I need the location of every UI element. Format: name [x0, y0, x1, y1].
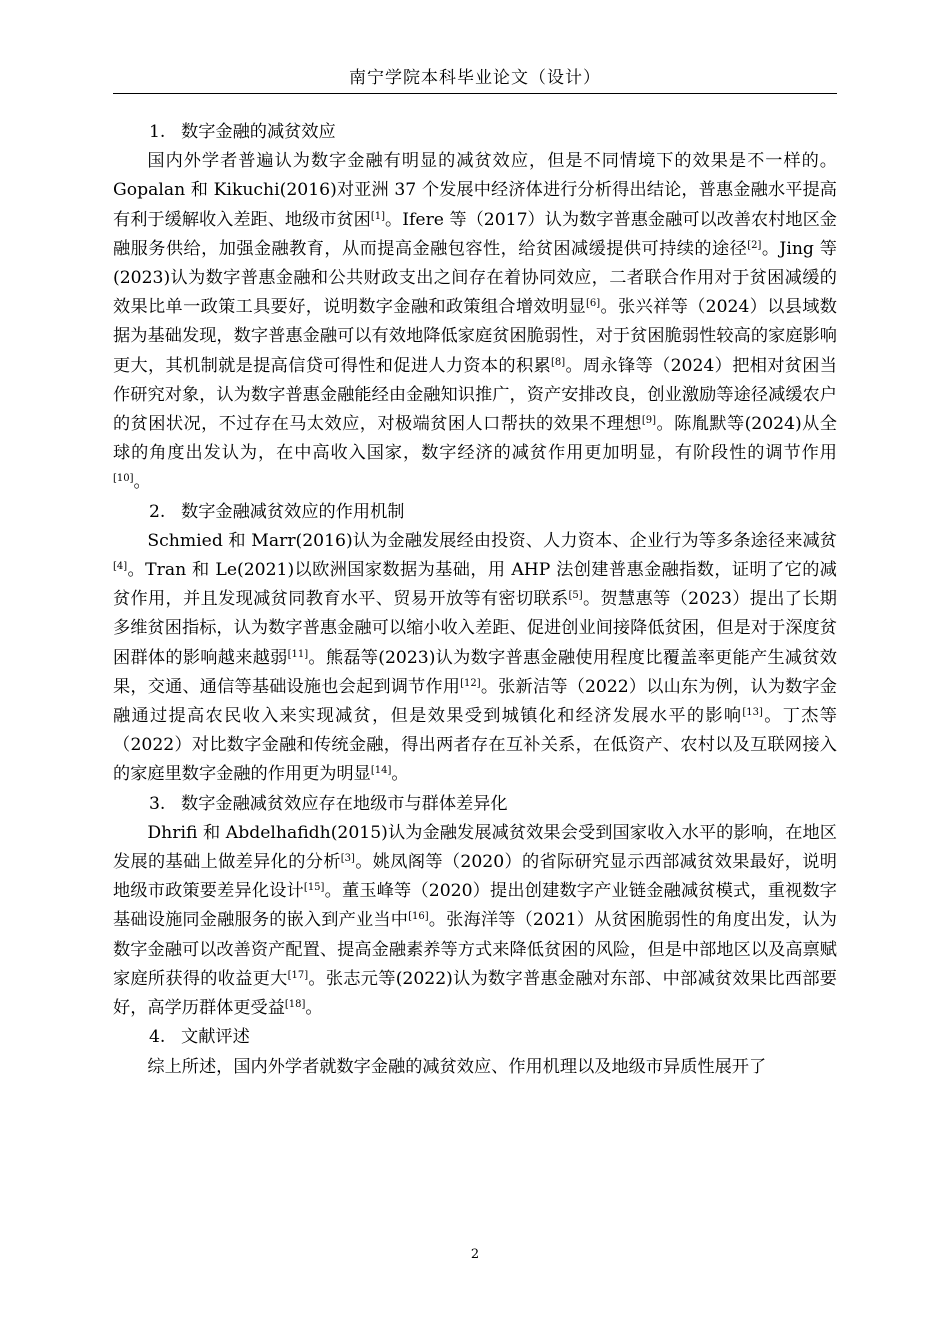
- paragraph-text: 。张新洁等（2022）以山东为例，认为数字金融通过提高农民收入来实现减贫，但是效果受到城镇化和经济发展水平的影响: [113, 676, 837, 727]
- citation-ref: [8]: [550, 356, 566, 368]
- citation-ref: [1]: [370, 210, 386, 222]
- section-heading-4: [113, 1023, 837, 1052]
- section-number: 2.: [149, 501, 166, 522]
- paragraph-text: Schmied 和 Marr(2016)认为金融发展经由投资、人力资本、企业行为等多条途径来减贫: [147, 530, 837, 551]
- header-divider: [113, 93, 837, 94]
- section-heading-1: [113, 118, 837, 147]
- page-header-title: 南宁学院本科毕业论文（设计）: [349, 68, 601, 88]
- citation-ref: [17]: [287, 969, 309, 981]
- paragraph-text: 。姚凤阁等（2020）的省际研究显示西部减贫效果最好，说明地级市政策要差异化设计: [113, 852, 837, 902]
- paragraph-text: 。Ifere 等（2017）认为数字普惠金融可以改善农村地区金融服务供给，加强金融教育，从而提高金融包容性，给贫困减缓提供可持续的途径: [113, 209, 837, 259]
- citation-ref: [18]: [284, 999, 306, 1011]
- paragraph-text: 。熊磊等(2023)认为数字普惠金融使用程度比覆盖率更能产生减贫效果，交通、通信等基础设施也会起到调节作用: [113, 647, 837, 697]
- paragraph-text: 。张海洋等（2021）从贫困脆弱性的角度出发，认为数字金融可以改善资产配置、提高金融素养等方式来降低贫困的风险，但是中部地区以及高禀赋家庭所获得的收益更大: [113, 910, 837, 989]
- section-number: 1.: [149, 122, 166, 142]
- paragraph-text: 。贺慧惠等（2023）提出了长期多维贫困指标，认为数字普惠金融可以缩小收入差距、促进创业间接降低贫困，但是对于深度贫困群体的影响越来越弱: [113, 589, 837, 668]
- paragraph-3: [113, 819, 837, 1023]
- section-heading-2: [113, 498, 837, 527]
- section-title: 文献评述: [181, 1027, 250, 1048]
- citation-ref: [3]: [340, 853, 355, 865]
- citation-ref: [5]: [568, 590, 583, 602]
- citation-ref: [10]: [113, 473, 134, 485]
- citation-ref: [16]: [408, 911, 429, 923]
- paragraph-text: 。: [391, 764, 409, 785]
- paragraph-1: [113, 147, 837, 497]
- section-number: 4.: [149, 1027, 166, 1048]
- paragraph-text: 。董玉峰等（2020）提出创建数字产业链金融减贫模式，重视数字基础设施同金融服务的嵌入到产业当中: [113, 881, 837, 931]
- paragraph-text: 。: [305, 998, 323, 1019]
- paragraph-text: 。Tran 和 Le(2021)以欧洲国家数据为基础，用 AHP 法创建普惠金融指数，证明了它的减贫作用，并且发现减贫同教育水平、贸易开放等有密切联系: [113, 560, 837, 610]
- section-heading-3: [113, 790, 837, 819]
- citation-ref: [2]: [747, 239, 762, 251]
- citation-ref: [14]: [370, 765, 392, 777]
- document-body: [113, 118, 837, 1082]
- section-title: 数字金融的减贫效应: [181, 122, 336, 142]
- section-title: 数字金融减贫效应存在地级市与群体差异化: [181, 793, 508, 814]
- paragraph-text: 。张兴祥等（2024）以县域数据为基础发现，数字普惠金融可以有效地降低家庭贫困脆弱性，对于贫困脆弱性较高的家庭影响更大，其机制就是提高信贷可得性和促进人力资本的积累: [113, 297, 837, 376]
- citation-ref: [11]: [287, 648, 309, 660]
- paragraph-text: Dhrifi 和 Abdelhafidh(2015)认为金融发展减贫效果会受到国家收入水平的影响，在地区发展的基础上做差异化的分析: [113, 822, 837, 873]
- page-number: 2: [470, 1247, 480, 1262]
- paragraph-text: 。: [133, 472, 151, 493]
- paragraph-text: 综上所述，国内外学者就数字金融的减贫效应、作用机理以及地级市异质性展开了: [147, 1056, 767, 1077]
- citation-ref: [12]: [460, 677, 481, 689]
- paragraph-2: [113, 527, 837, 790]
- paragraph-4: [113, 1053, 837, 1082]
- paragraph-text: 。张志元等(2022)认为数字普惠金融对东部、中部减贫效果比西部要好，高学历群体更受益: [113, 968, 837, 1019]
- citation-ref: [6]: [586, 298, 601, 310]
- citation-ref: [9]: [641, 415, 656, 427]
- paragraph-text: 。陈胤默等(2024)从全球的角度出发认为，在中高收入国家，数字经济的减贫作用更加明显，有阶段性的调节作用: [113, 414, 837, 464]
- paragraph-text: 。周永锋等（2024）把相对贫困当作研究对象，认为数字普惠金融能经由金融知识推广，资产安排改良，创业激励等途径减缓农户的贫困状况，不过存在马太效应，对极端贫困人口帮扶的效果不理想: [113, 355, 837, 435]
- section-number: 3.: [149, 793, 166, 814]
- section-title: 数字金融减贫效应的作用机制: [181, 501, 405, 522]
- citation-ref: [13]: [742, 707, 763, 719]
- citation-ref: [4]: [113, 561, 128, 573]
- paragraph-text: 。丁杰等（2022）对比数字金融和传统金融，得出两者存在互补关系，在低资产、农村以及互联网接入的家庭里数字金融的作用更为明显: [113, 706, 837, 785]
- paragraph-text: 国内外学者普遍认为数字金融有明显的减贫效应，但是不同情境下的效果是不一样的。Gopalan 和 Kikuchi(2016)对亚洲 37 个发展中经济体进行分析得出结论，普惠金融水平提高有利于缓解收入差距、地级市贫困: [113, 151, 837, 230]
- paragraph-text: 。Jing 等(2023)认为数字普惠金融和公共财政支出之间存在着协同效应，二者联合作用对于贫困减缓的效果比单一政策工具要好，说明数字金融和政策组合增效明显: [113, 238, 837, 318]
- citation-ref: [15]: [303, 882, 325, 894]
